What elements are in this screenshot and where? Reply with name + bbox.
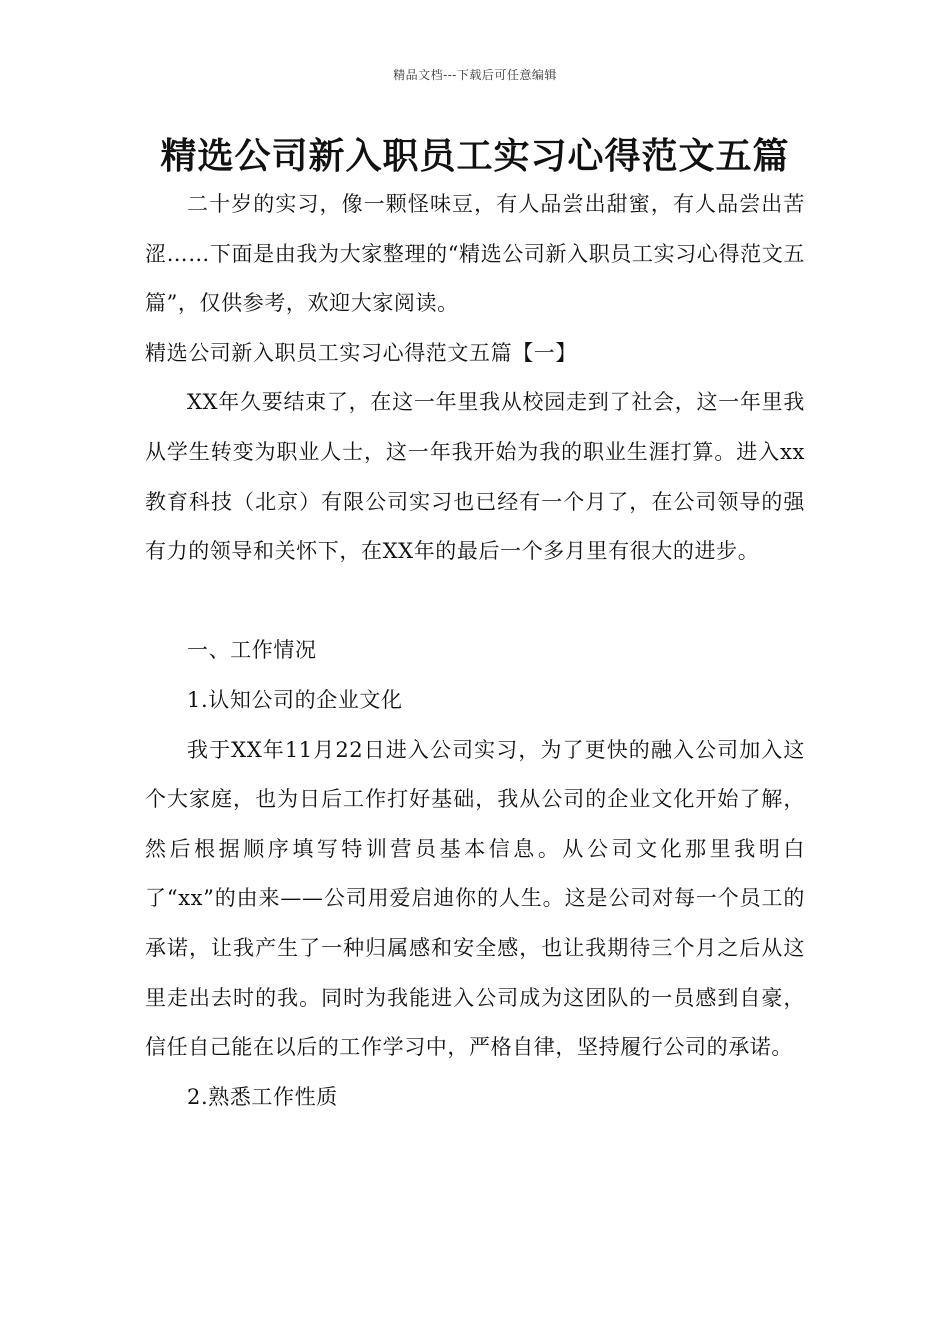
intro-paragraph: 二十岁的实习，像一颗怪味豆，有人品尝出甜蜜，有人品尝出苦涩……下面是由我为大家整理的“精选公司新入职员工实习心得范文五篇”，仅供参考，欢迎大家阅读。 [145, 192, 805, 316]
subheading: 2.熟悉工作性质 [187, 1084, 338, 1109]
subheading: 一、工作情况 [187, 638, 317, 663]
header-note: 精品文档---下载后可任意编辑 [393, 68, 557, 82]
subheading: 1.认知公司的企业文化 [187, 687, 403, 712]
blank-line [145, 577, 805, 627]
body-paragraph: 我于XX年11月22日进入公司实习，为了更快的融入公司加入这个大家庭，也为日后工作打好基础，我从公司的企业文化开始了解，然后根据顺序填写特训营员基本信息。从公司文化那里我明白了“xx”的由来——公司用爱启迪你的人生。这是公司对每一个员工的承诺，让我产生了一种归属感和安全感，也让我期待三个月之后从这里走出去时的我。同时为我能进入公司成为这团队的一员感到自豪，信任自己能在以后的工作学习中，严格自律，坚持履行公司的承诺。 [145, 737, 805, 1060]
body-paragraph: XX年久要结束了，在这一年里我从校园走到了社会，这一年里我从学生转变为职业人士，这一年我开始为我的职业生涯打算。进入xx教育科技（北京）有限公司实习也已经有一个月了，在公司领导的强有力的领导和关怀下，在XX年的最后一个多月里有很大的进步。 [145, 390, 805, 564]
section-heading: 精选公司新入职员工实习心得范文五篇【一】 [145, 340, 577, 365]
document-body [145, 180, 805, 1122]
document-title: 精选公司新入职员工实习心得范文五篇 [160, 136, 790, 177]
